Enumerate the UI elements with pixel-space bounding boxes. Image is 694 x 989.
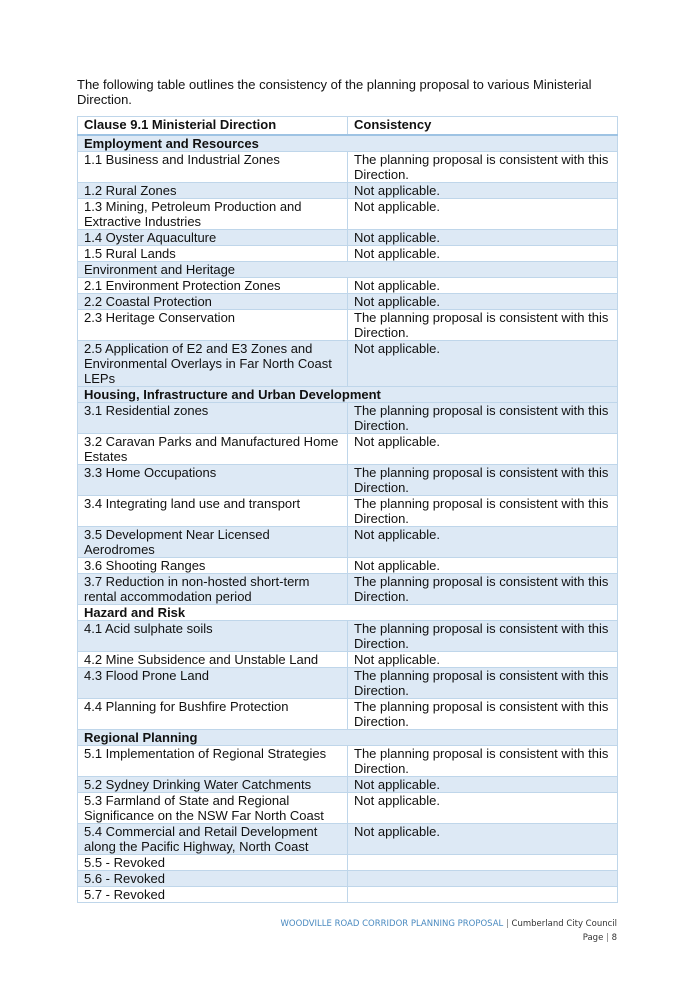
consistency-cell: Not applicable. [348, 246, 618, 262]
section-heading-row [78, 135, 618, 152]
table-row [78, 294, 618, 310]
table-row [78, 746, 618, 777]
direction-cell: 3.6 Shooting Ranges [78, 558, 348, 574]
consistency-cell: The planning proposal is consistent with this Direction. [348, 496, 618, 527]
direction-cell: 4.1 Acid sulphate soils [78, 621, 348, 652]
section-heading: Environment and Heritage [78, 262, 618, 278]
table-row [78, 246, 618, 262]
table-row [78, 668, 618, 699]
consistency-cell [348, 887, 618, 903]
direction-cell: 5.3 Farmland of State and Regional Significance on the NSW Far North Coast [78, 793, 348, 824]
section-heading: Housing, Infrastructure and Urban Development [78, 387, 618, 403]
consistency-cell: Not applicable. [348, 558, 618, 574]
direction-cell: 1.3 Mining, Petroleum Production and Extractive Industries [78, 199, 348, 230]
footer-organisation: Cumberland City Council [511, 919, 617, 929]
direction-cell: 5.4 Commercial and Retail Development along the Pacific Highway, North Coast [78, 824, 348, 855]
footer-page-separator: | [606, 933, 609, 943]
consistency-cell: Not applicable. [348, 793, 618, 824]
direction-cell: 3.7 Reduction in non-hosted short-term rental accommodation period [78, 574, 348, 605]
section-heading-row [78, 387, 618, 403]
consistency-cell [348, 855, 618, 871]
direction-cell: 5.1 Implementation of Regional Strategies [78, 746, 348, 777]
footer-page-number: 8 [611, 933, 617, 943]
footer-separator: | [505, 919, 509, 929]
table-row [78, 871, 618, 887]
direction-cell: 3.2 Caravan Parks and Manufactured Home Estates [78, 434, 348, 465]
consistency-cell: Not applicable. [348, 777, 618, 793]
footer-document-title: WOODVILLE ROAD CORRIDOR PLANNING PROPOSAL [280, 919, 504, 929]
intro-paragraph: The following table outlines the consistency of the planning proposal to various Ministerial Direction. [77, 77, 592, 107]
table-row [78, 621, 618, 652]
table-row [78, 574, 618, 605]
direction-cell: 2.1 Environment Protection Zones [78, 278, 348, 294]
direction-cell: 1.5 Rural Lands [78, 246, 348, 262]
table-row [78, 855, 618, 871]
consistency-cell: Not applicable. [348, 652, 618, 668]
consistency-cell: Not applicable. [348, 278, 618, 294]
direction-cell: 2.2 Coastal Protection [78, 294, 348, 310]
table-row [78, 183, 618, 199]
direction-cell: 4.3 Flood Prone Land [78, 668, 348, 699]
table-row [78, 652, 618, 668]
consistency-cell: The planning proposal is consistent with this Direction. [348, 465, 618, 496]
table-body [78, 135, 618, 903]
direction-cell: 1.4 Oyster Aquaculture [78, 230, 348, 246]
direction-cell: 1.1 Business and Industrial Zones [78, 152, 348, 183]
section-heading-row [78, 730, 618, 746]
footer-line [281, 917, 617, 931]
table-row [78, 434, 618, 465]
consistency-cell: The planning proposal is consistent with this Direction. [348, 699, 618, 730]
table-row [78, 527, 618, 558]
table-row [78, 152, 618, 183]
table-row [78, 310, 618, 341]
consistency-cell: The planning proposal is consistent with this Direction. [348, 310, 618, 341]
table-row [78, 558, 618, 574]
consistency-cell: The planning proposal is consistent with this Direction. [348, 668, 618, 699]
table-row [78, 793, 618, 824]
consistency-cell: The planning proposal is consistent with this Direction. [348, 621, 618, 652]
consistency-cell: Not applicable. [348, 527, 618, 558]
table-row [78, 278, 618, 294]
section-heading: Hazard and Risk [78, 605, 618, 621]
section-heading-row [78, 262, 618, 278]
consistency-cell: The planning proposal is consistent with this Direction. [348, 574, 618, 605]
direction-cell: 3.1 Residential zones [78, 403, 348, 434]
footer-page-label: Page [582, 933, 604, 943]
table-row [78, 699, 618, 730]
section-heading: Regional Planning [78, 730, 618, 746]
table-row [78, 403, 618, 434]
table-header-row [78, 117, 618, 136]
consistency-cell: Not applicable. [348, 824, 618, 855]
consistency-cell: Not applicable. [348, 294, 618, 310]
consistency-cell: Not applicable. [348, 341, 618, 387]
footer-page [281, 931, 617, 945]
consistency-cell: The planning proposal is consistent with this Direction. [348, 746, 618, 777]
consistency-cell: Not applicable. [348, 230, 618, 246]
consistency-cell [348, 871, 618, 887]
direction-cell: 4.2 Mine Subsidence and Unstable Land [78, 652, 348, 668]
table-row [78, 887, 618, 903]
header-direction: Clause 9.1 Ministerial Direction [78, 117, 348, 136]
direction-cell: 3.3 Home Occupations [78, 465, 348, 496]
section-heading: Employment and Resources [78, 135, 618, 152]
consistency-cell: Not applicable. [348, 183, 618, 199]
direction-cell: 3.4 Integrating land use and transport [78, 496, 348, 527]
table-row [78, 341, 618, 387]
page-footer [281, 917, 617, 945]
ministerial-directions-table [77, 116, 618, 903]
consistency-cell: The planning proposal is consistent with this Direction. [348, 152, 618, 183]
direction-cell: 5.6 - Revoked [78, 871, 348, 887]
table-row [78, 777, 618, 793]
direction-cell: 2.5 Application of E2 and E3 Zones and Environmental Overlays in Far North Coast LEPs [78, 341, 348, 387]
consistency-cell: Not applicable. [348, 434, 618, 465]
direction-cell: 3.5 Development Near Licensed Aerodromes [78, 527, 348, 558]
table-row [78, 824, 618, 855]
direction-cell: 2.3 Heritage Conservation [78, 310, 348, 341]
table-row [78, 465, 618, 496]
consistency-cell: Not applicable. [348, 199, 618, 230]
consistency-cell: The planning proposal is consistent with this Direction. [348, 403, 618, 434]
table-row [78, 496, 618, 527]
direction-cell: 5.5 - Revoked [78, 855, 348, 871]
table-row [78, 230, 618, 246]
header-consistency: Consistency [348, 117, 618, 136]
table-row [78, 199, 618, 230]
direction-cell: 5.2 Sydney Drinking Water Catchments [78, 777, 348, 793]
direction-cell: 4.4 Planning for Bushfire Protection [78, 699, 348, 730]
direction-cell: 1.2 Rural Zones [78, 183, 348, 199]
section-heading-row [78, 605, 618, 621]
direction-cell: 5.7 - Revoked [78, 887, 348, 903]
